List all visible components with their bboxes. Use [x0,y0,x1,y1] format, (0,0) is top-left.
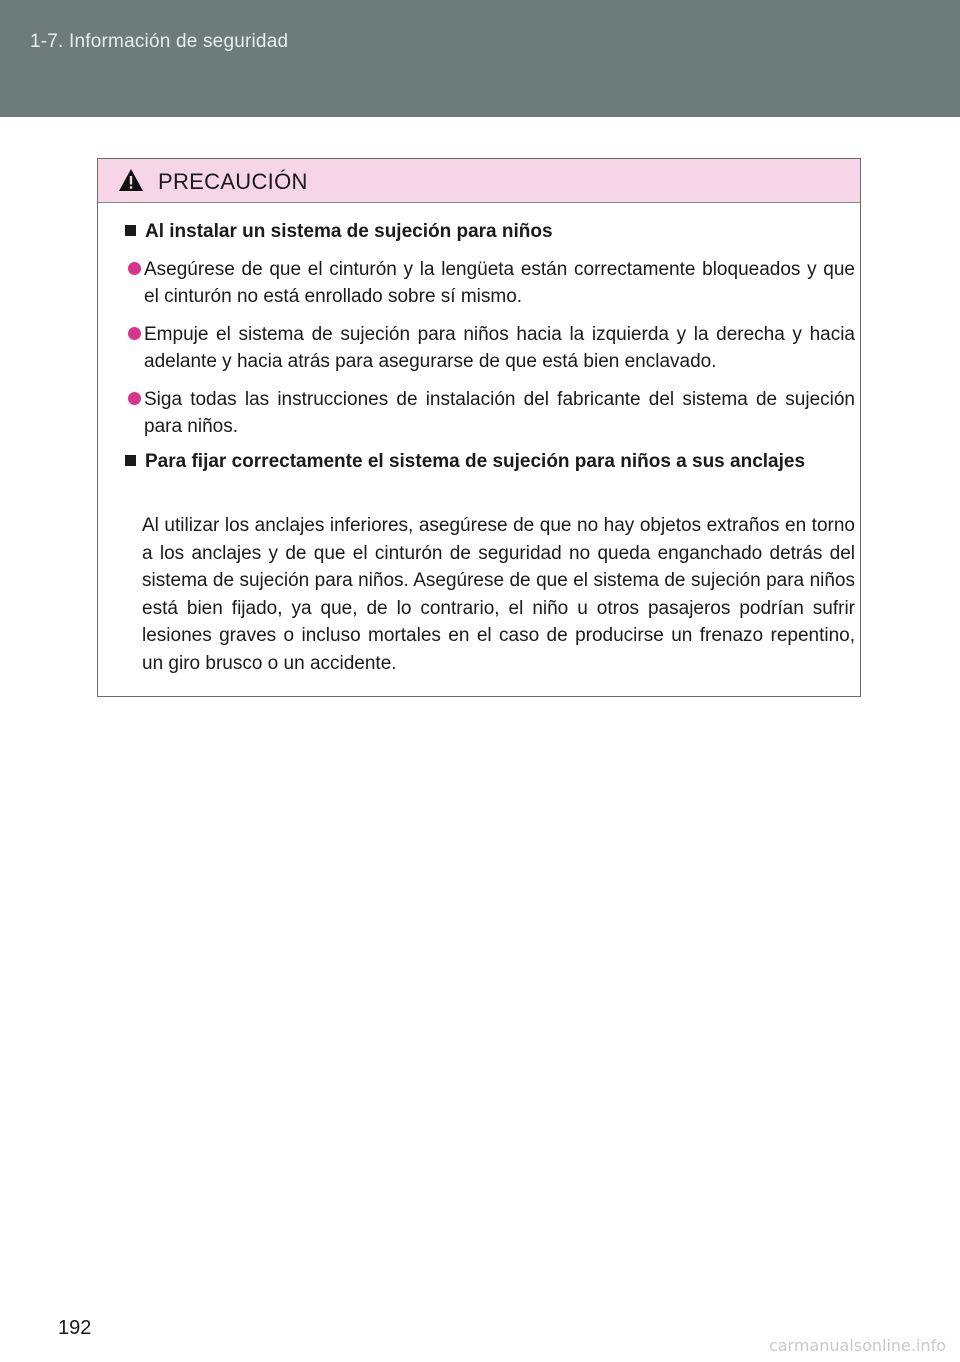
heading-text: Para fijar correctamente el sistema de sujeción para niños a sus anclajes [145,451,806,472]
square-bullet-icon [125,225,136,236]
warning-triangle-icon [118,168,144,192]
caution-heading [125,448,855,475]
list-item [128,256,855,310]
section-header-band [0,0,960,117]
page-number: 192 [58,1317,92,1339]
round-bullet-icon [128,327,141,340]
caution-paragraph [122,512,855,677]
list-item-text: Asegúrese de que el cinturón y la lengüeta están correctamente bloqueados y que el cinturón no está enrollado sobre sí mismo. [144,259,855,307]
caution-title: PRECAUCIÓN [158,169,308,194]
caution-box [97,158,861,697]
watermark: carmanualsonline.info [768,1336,946,1355]
list-item-text: Siga todas las instrucciones de instalación del fabricante del sistema de sujeción para niños. [144,389,855,437]
list-item-text: Empuje el sistema de sujeción para niños hacia la izquierda y la derecha y hacia adelante y hacia atrás para asegurarse de que está bien enclavado. [144,324,855,372]
section-title: 1-7. Información de seguridad [30,31,289,52]
heading-text: Al instalar un sistema de sujeción para niños [145,221,553,242]
round-bullet-icon [128,392,141,405]
list-item [128,321,855,375]
caution-heading [125,218,855,245]
square-bullet-icon [125,455,136,466]
round-bullet-icon [128,262,141,275]
list-item [128,386,855,440]
caution-header [98,159,860,203]
paragraph-text: Al utilizar los anclajes inferiores, asegúrese de que no hay objetos extraños en torno a los anclajes y de que el cinturón de seguridad no queda enganchado detrás del sistema de sujeción para niños. Asegúrese de que el sistema de sujeción para niños está bien fijado, ya que, de lo contrario, el niño u otros pasajeros podrían sufrir lesiones graves o incluso mortales en el caso de producirse un frenazo repentino, un giro brusco o un accidente. [142,515,855,674]
